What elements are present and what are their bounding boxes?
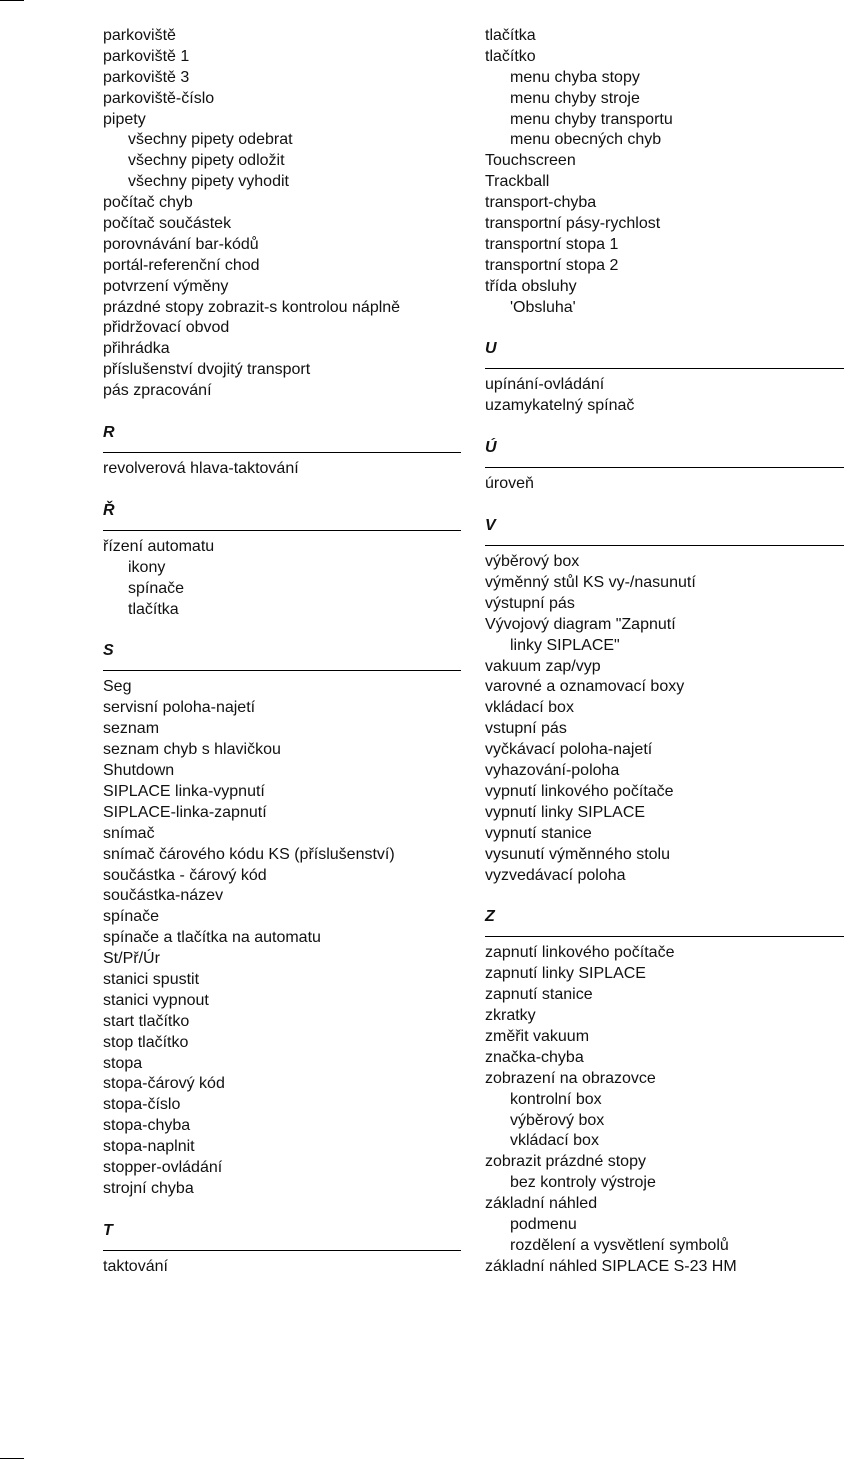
index-entry: úroveň <box>485 475 534 493</box>
index-entry: parkoviště-číslo <box>103 89 215 107</box>
index-subentry: výběrový box <box>510 1111 605 1129</box>
index-entry: řízení automatu <box>103 537 215 555</box>
index-subentry: linky SIPLACE" <box>510 636 620 654</box>
index-entry: stopa-číslo <box>103 1096 181 1114</box>
index-entry: změřit vakuum <box>485 1027 590 1045</box>
index-entry: zapnutí linkového počítače <box>485 944 675 962</box>
index-entry: snímač čárového kódu KS (příslušenství) <box>103 845 395 863</box>
index-entry: Shutdown <box>103 762 175 780</box>
index-entry: stopa-čárový kód <box>103 1075 225 1093</box>
index-letter-heading: R <box>103 423 461 459</box>
index-subentry: menu chyby transportu <box>510 110 673 128</box>
index-entry: vstupní pás <box>485 720 567 738</box>
index-entry: zapnutí linky SIPLACE <box>485 965 646 983</box>
index-entry: servisní poloha-najetí <box>103 699 256 717</box>
index-entry: stop tlačítko <box>103 1033 189 1051</box>
index-subentry: 'Obsluha' <box>510 298 576 316</box>
index-entry: třída obsluhy <box>485 277 577 295</box>
index-entry: výběrový box <box>485 553 580 571</box>
index-entry: St/Př/Úr <box>103 950 160 968</box>
index-entry: počítač chyb <box>103 194 193 212</box>
index-entry: transportní stopa 1 <box>485 235 619 253</box>
index-entry: součástka-název <box>103 887 224 905</box>
index-subentry: všechny pipety odložit <box>128 152 285 170</box>
index-entry: seznam chyb s hlavičkou <box>103 741 281 759</box>
index-entry: tlačítka <box>485 27 536 44</box>
index-entry: transportní pásy-rychlost <box>485 215 661 233</box>
index-subentry: bez kontroly výstroje <box>510 1174 656 1192</box>
index-entry: transportní stopa 2 <box>485 256 619 274</box>
index-entry: stopa-naplnit <box>103 1138 195 1156</box>
index-entry: zapnutí stanice <box>485 986 593 1004</box>
index-entry: zobrazení na obrazovce <box>485 1069 656 1087</box>
index-column-right <box>485 26 844 1278</box>
index-subentry: menu chyby stroje <box>510 89 640 107</box>
index-entry: SIPLACE linka-vypnutí <box>103 782 265 800</box>
index-subentry: vkládací box <box>510 1132 599 1150</box>
index-entry: vyčkávací poloha-najetí <box>485 741 653 759</box>
index-letter-heading: T <box>103 1221 461 1257</box>
index-entry: start tlačítko <box>103 1012 190 1030</box>
crop-mark-top <box>0 0 24 1</box>
index-entry: revolverová hlava-taktování <box>103 460 299 478</box>
index-entry: značka-chyba <box>485 1048 584 1066</box>
index-entry: vypnutí stanice <box>485 824 592 842</box>
index-letter-heading: V <box>485 516 844 552</box>
index-letter-heading: Ú <box>485 438 844 474</box>
index-entry: strojní chyba <box>103 1179 194 1197</box>
index-entry: spínače a tlačítka na automatu <box>103 929 321 947</box>
index-entry: pás zpracování <box>103 382 212 400</box>
index-entry: Touchscreen <box>485 152 576 170</box>
index-entry: výměnný stůl KS vy-/nasunutí <box>485 574 696 592</box>
index-entry: upínání-ovládání <box>485 376 605 394</box>
index-entry: vyhazování-poloha <box>485 762 620 780</box>
index-entry: zobrazit prázdné stopy <box>485 1153 646 1171</box>
index-entry: Seg <box>103 678 132 696</box>
index-entry: přihrádka <box>103 340 170 358</box>
index-entry: portál-referenční chod <box>103 256 260 274</box>
index-subentry: menu chyba stopy <box>510 68 640 86</box>
index-entry: stopper-ovládání <box>103 1158 223 1176</box>
index-entry: základní náhled SIPLACE S-23 HM <box>485 1257 737 1275</box>
index-entry: příslušenství dvojitý transport <box>103 361 311 379</box>
index-entry: pipety <box>103 110 146 128</box>
index-subentry: rozdělení a vysvětlení symbolů <box>510 1236 729 1254</box>
index-entry: vakuum zap/vyp <box>485 657 601 675</box>
index-entry: vypnutí linkového počítače <box>485 782 674 800</box>
index-entry: transport-chyba <box>485 194 597 212</box>
index-subentry: spínače <box>128 579 185 597</box>
index-entry: stopa <box>103 1054 143 1072</box>
index-entry: porovnávání bar-kódů <box>103 235 259 253</box>
index-letter-heading: Z <box>485 907 844 943</box>
index-entry: počítač součástek <box>103 215 232 233</box>
index-letter-heading: U <box>485 339 844 375</box>
index-entry: parkoviště <box>103 27 176 44</box>
index-entry: základní náhled <box>485 1195 598 1213</box>
index-entry: vysunutí výměnného stolu <box>485 845 670 863</box>
index-entry: parkoviště 1 <box>103 47 190 65</box>
index-entry: spínače <box>103 908 160 926</box>
index-entry: prázdné stopy zobrazit-s kontrolou náplně <box>103 298 401 316</box>
index-entry: součástka - čárový kód <box>103 866 267 884</box>
index-letter-heading: Ř <box>103 501 461 537</box>
index-subentry: kontrolní box <box>510 1090 602 1108</box>
index-entry: výstupní pás <box>485 594 575 612</box>
index-subentry: podmenu <box>510 1215 577 1233</box>
index-entry: stanici spustit <box>103 970 200 988</box>
index-entry: seznam <box>103 720 160 738</box>
index-entry: varovné a oznamovací boxy <box>485 678 685 696</box>
index-entry: Vývojový diagram "Zapnutí <box>485 615 676 633</box>
index-subentry: ikony <box>128 558 166 576</box>
index-entry: vypnutí linky SIPLACE <box>485 803 646 821</box>
index-entry: potvrzení výměny <box>103 277 229 295</box>
index-subentry: všechny pipety vyhodit <box>128 173 289 191</box>
index-entry: tlačítko <box>485 47 536 65</box>
index-subentry: všechny pipety odebrat <box>128 131 293 149</box>
index-letter-heading: S <box>103 641 461 677</box>
index-entry: snímač <box>103 824 155 842</box>
crop-mark-bottom <box>0 1458 24 1459</box>
index-entry: vyzvedávací poloha <box>485 866 626 884</box>
index-entry: taktování <box>103 1257 168 1275</box>
index-entry: SIPLACE-linka-zapnutí <box>103 803 267 821</box>
index-column-left <box>103 26 461 1278</box>
index-entry: zkratky <box>485 1007 536 1025</box>
index-entry: Trackball <box>485 173 550 191</box>
index-entry: uzamykatelný spínač <box>485 397 635 415</box>
index-entry: stanici vypnout <box>103 991 209 1009</box>
index-entry: vkládací box <box>485 699 574 717</box>
index-subentry: menu obecných chyb <box>510 131 662 149</box>
index-entry: přidržovací obvod <box>103 319 230 337</box>
index-subentry: tlačítka <box>128 600 179 618</box>
index-entry: stopa-chyba <box>103 1117 191 1135</box>
index-entry: parkoviště 3 <box>103 68 190 86</box>
